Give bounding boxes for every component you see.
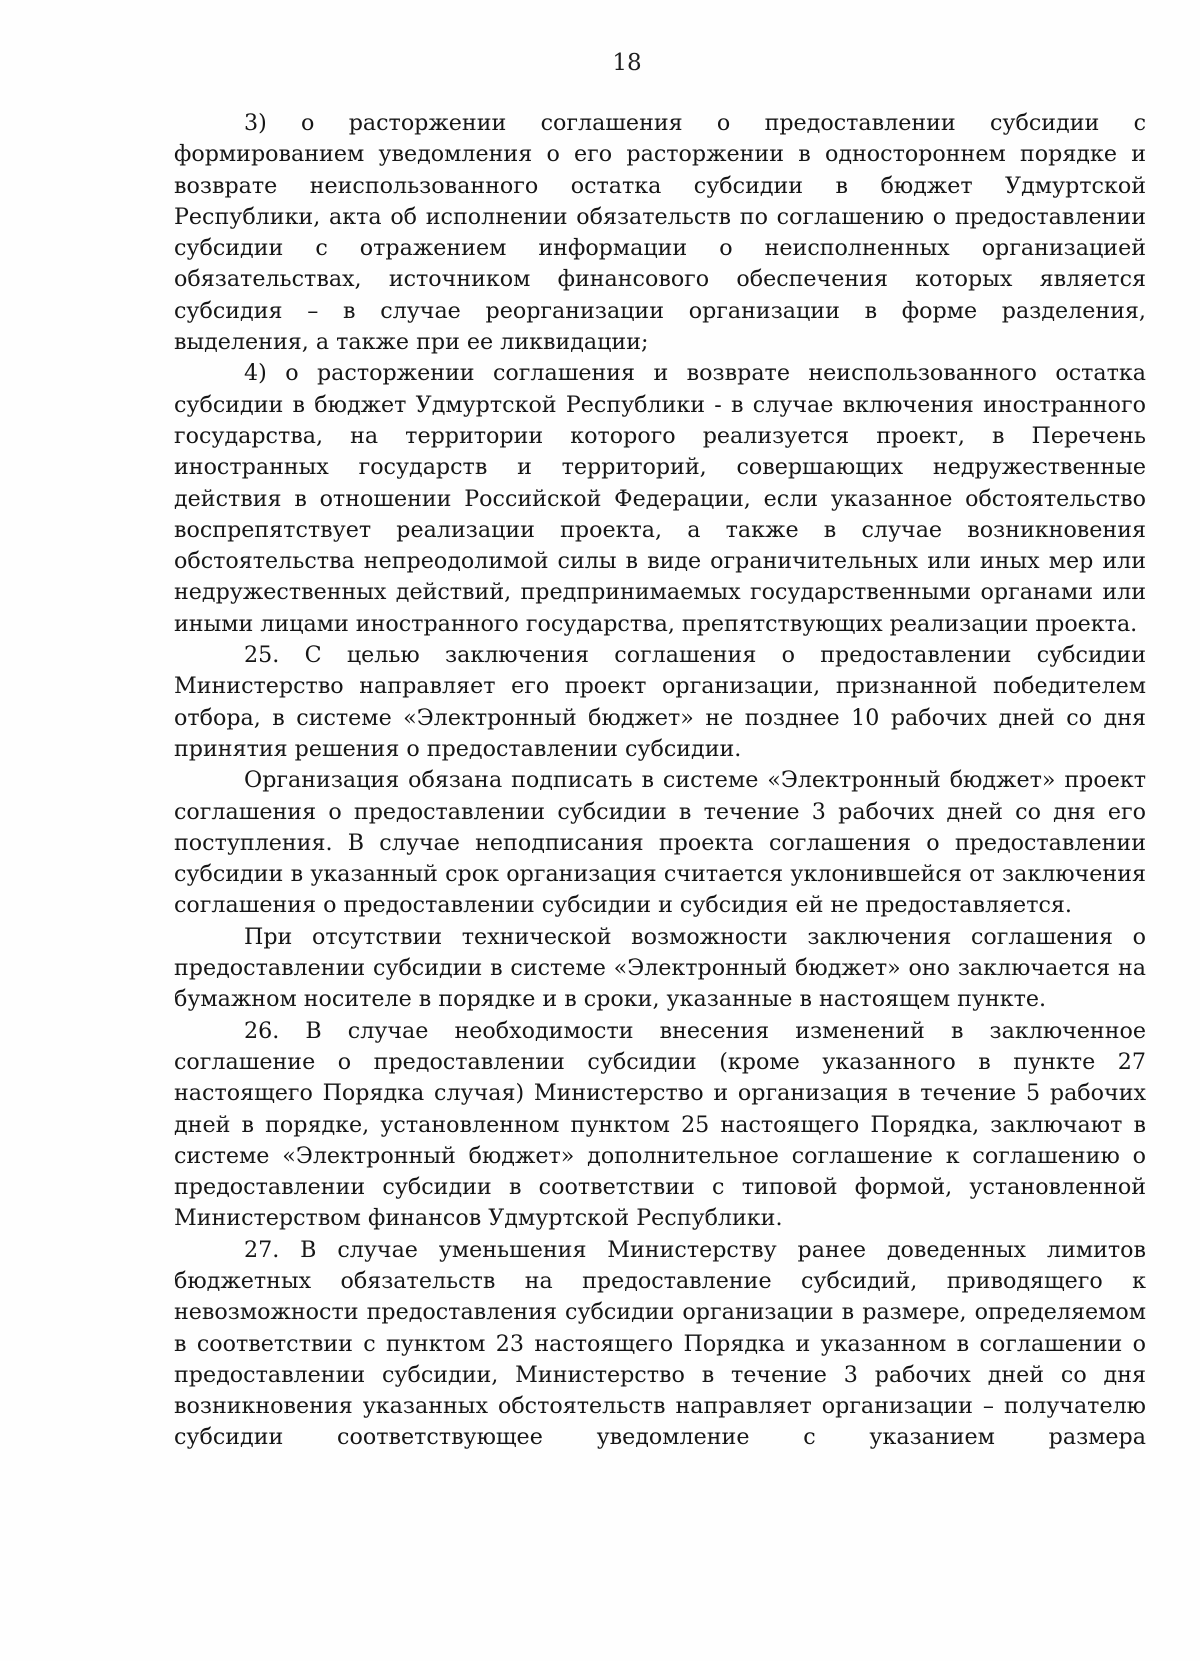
- paragraph-item-4: 4) о расторжении соглашения и возврате неиспользованного остатка субсидии в бюджет Удмуртской Республики - в случае включения иностранного государства, на территории которого реализуется проект, в Перечень иностранных государств и территорий, совершающих недружественные действия в отношении Российской Федерации, если указанное обстоятельство воспрепятствует реализации проекта, а также в случае возникновения обстоятельства непреодолимой силы в виде ограничительных или иных мер или недружественных действий, предпринимаемых государственными органами или иными лицами иностранного государства, препятствующих реализации проекта.: [174, 360, 1146, 637]
- paragraph-clause-25-signing: Организация обязана подписать в системе «Электронный бюджет» проект соглашения о предоставлении субсидии в течение 3 рабочих дней со дня его поступления. В случае неподписания проекта соглашения о предоставлении субсидии в указанный срок организация считается уклонившейся от заключения соглашения о предоставлении субсидии и субсидия ей не предоставляется.: [174, 767, 1146, 919]
- paragraph-item-3: 3) о расторжении соглашения о предоставлении субсидии с формированием уведомления о его расторжении в одностороннем порядке и возврате неиспользованного остатка субсидии в бюджет Удмуртской Республики, акта об исполнении обязательств по соглашению о предоставлении субсидии с отражением информации о неисполненных организацией обязательствах, источником финансового обеспечения которых является субсидия – в случае реорганизации организации в форме разделения, выделения, а также при ее ликвидации;: [174, 110, 1146, 356]
- paragraph-clause-27: 27. В случае уменьшения Министерству ранее доведенных лимитов бюджетных обязательств на предоставление субсидий, приводящего к невозможности предоставления субсидии организации в размере, определяемом в соответствии с пунктом 23 настоящего Порядка и указанном в соглашении о предоставлении субсидии, Министерство в течение 3 рабочих дней со дня возникновения указанных обстоятельств направляет организации – получателю субсидии соответствующее уведомление с указанием размера: [174, 1236, 1146, 1451]
- paragraph-clause-25: 25. С целью заключения соглашения о предоставлении субсидии Министерство направляет его проект организации, признанной победителем отбора, в системе «Электронный бюджет» не позднее 10 рабочих дней со дня принятия решения о предоставлении субсидии.: [174, 642, 1146, 762]
- paragraph-clause-26: 26. В случае необходимости внесения изменений в заключенное соглашение о предоставлении субсидии (кроме указанного в пункте 27 настоящего Порядка случая) Министерство и организация в течение 5 рабочих дней в порядке, установленном пунктом 25 настоящего Порядка, заключают в системе «Электронный бюджет» дополнительное соглашение к соглашению о предоставлении субсидии в соответствии с типовой формой, установленной Министерством финансов Удмуртской Республики.: [174, 1017, 1146, 1232]
- document-body: [174, 108, 1146, 1454]
- paragraph-clause-25-paper: При отсутствии технической возможности заключения соглашения о предоставлении субсидии в системе «Электронный бюджет» оно заключается на бумажном носителе в порядке и в сроки, указанные в настоящем пункте.: [174, 923, 1146, 1013]
- page-number: 18: [612, 50, 642, 76]
